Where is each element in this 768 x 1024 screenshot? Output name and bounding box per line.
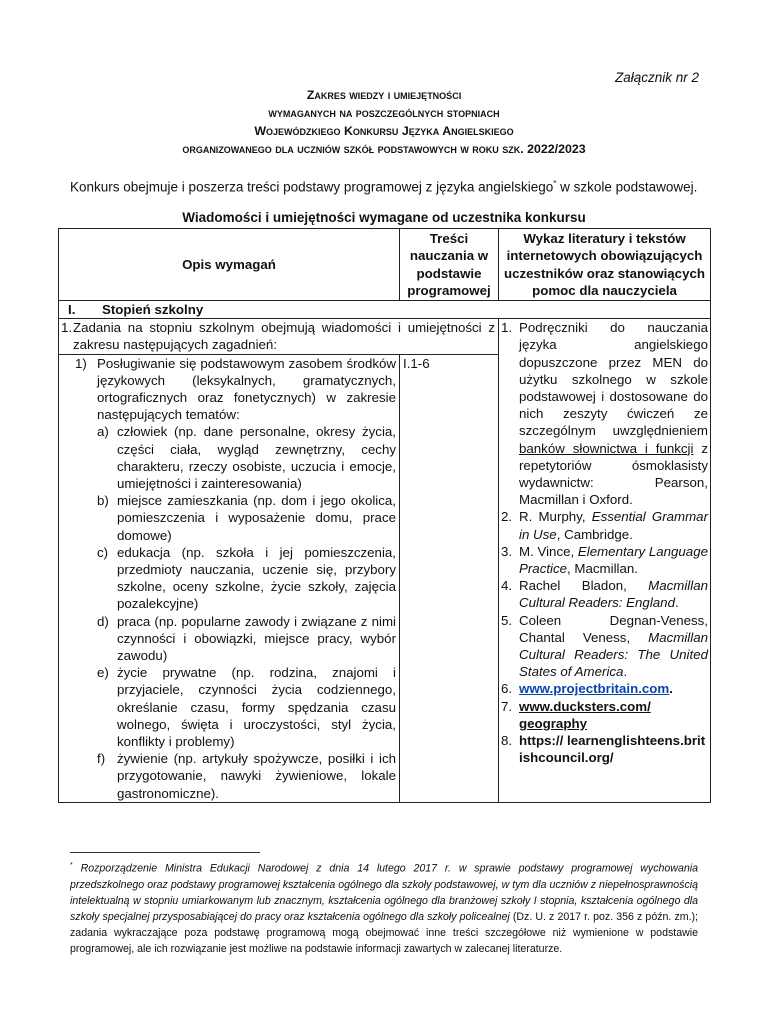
intro-text: Konkurs obejmuje i poszerza treści podstawy programowej z języka angielskiego [70,179,554,195]
lit-author: Coleen Degnan-Veness, Chantal Veness, [519,612,708,645]
link-britishcouncil[interactable]: https:// learnenglishteens.britishcouncil.org/ [519,733,706,766]
title-line: Wojewódzkiego Konkursu Języka Angielskiego [254,124,514,138]
lit-author: R. Murphy, [519,509,592,525]
lit-title: Macmillan Cultural Readers: The United States of America [519,629,708,680]
topics-list [75,423,396,801]
task-cell [59,319,499,354]
literature-item [501,508,708,542]
topic-item: e) życie prywatne (np. rodzina, znajomi i przyjaciele, czynności życia codziennego, określanie czasu, formy spędzania czasu wolnego, święta i uroczystości, styl życia, konflikty i problemy) [97,665,396,750]
section-row [59,301,711,319]
header-description: Opis wymagań [59,229,400,301]
literature-item [501,698,708,732]
topic-item: b) miejsce zamieszkania (np. dom i jego okolica, pomieszczenia i wyposażenie domu, prace domowe) [97,493,396,543]
task-text: Zadania na stopniu szkolnym obejmują wiadomości i umiejętności z zakresu następujących zagadnień: [73,320,495,353]
lit-number: 7. [501,698,513,714]
lit-text: Podręczniki do nauczania języka angielskiego dopuszczone przez MEN do użytku szkolnego w szkole podstawowej i dostosowane do nich zeszyty ćwiczeń ze szczególnym uwzględnieniem [519,320,708,439]
literature-cell [499,319,711,803]
footnote-separator [70,852,260,853]
intro-paragraph [70,174,698,197]
lit-underlined: banków słownictwa i funkcji [519,440,694,456]
lit-number: 6. [501,681,513,697]
footnote-plain: (Dz. U. z 2017 r. poz. 356 z późn. zm.); zadania wykraczające poza podstawę programową mogą obejmować inne treści szczegółowe niż wymienione w podstawie programowej, ale ich rozwiązanie jest możliwe na podstawie informacji zawartych w zalecanej literaturze. [70,910,698,955]
literature-item: 6. www.projectbritain.com. [501,681,673,697]
topic-item: d) praca (np. popularne zawody i związane z nimi czynności i obowiązki, miejsce pracy, wybór zawodu) [97,613,396,664]
section-label: Stopień szkolny [102,302,204,317]
requirements-table [58,228,711,803]
topic-item: a) człowiek (np. dane personalne, okresy życia, części ciała, wygląd zewnętrzny, cechy charakteru, rzeczy osobiste, uczucia i emocje, umiejętności i zainteresowania) [97,424,396,492]
header-curriculum: Treści nauczania w podstawie programowej [400,229,499,301]
lit-author: Rachel Bladon, [519,578,649,594]
lit-number: 3. [501,543,513,559]
section-number: I. [68,302,76,317]
lit-number: 5. [501,612,513,628]
literature-item [501,732,708,766]
title-line: Zakres wiedzy i umiejętności [306,88,462,102]
document-title [0,86,768,158]
footnote-marker: * [70,862,73,869]
subtask-number: 1) [75,355,87,371]
lit-title: Elementary Language Practice [519,543,708,577]
title-line: organizowanego dla uczniów szkół podstawowych w roku szk. 2022/2023 [182,142,586,156]
link-projectbritain[interactable]: www.projectbritain.com [519,681,670,697]
lit-publisher: , Cambridge. [556,526,633,542]
link-ducksters[interactable]: www.ducksters.com/ geography [519,698,651,731]
footnote-italic: Rozporządzenie Ministra Edukacji Narodowej z dnia 14 lutego 2017 r. w sprawie podstawy programowej wychowania przedszkolnego oraz podstawy programowej kształcenia ogólnego dla szkoły podstawowej, w tym dla uczniów z niepełnosprawnością intelektualną w stopniu umiarkowanym lub znacznym, kształcenia ogólnego dla branżowej szkoły I stopnia, kształcenia ogólnego dla szkoły specjalnej przysposabiającej do pracy oraz kształcenia ogólnego dla szkoły policealnej [70,862,698,923]
literature-item: 5. Coleen Degnan-Veness, Chantal Veness, Macmillan Cultural Readers: The United States of America. [501,612,708,680]
task-number: 1. [61,320,73,336]
lit-number: 8. [501,733,513,749]
literature-item [501,319,708,508]
lit-number: 1. [501,320,513,336]
literature-item: 4. Rachel Bladon, Macmillan Cultural Readers: England. [501,578,708,611]
lit-author: M. Vince, [519,543,578,559]
curriculum-code: I.1-6 [400,354,499,802]
title-line: wymaganych na poszczególnych stopniach [268,106,500,120]
footnote [70,858,698,957]
annex-label: Załącznik nr 2 [614,70,699,85]
subtask-text: Posługiwanie się podstawowym zasobem środków językowych (leksykalnych, gramatycznych, ortograficznych oraz fonetycznych) w zakresie następujących tematów: [97,355,396,423]
lit-number: 2. [501,509,513,525]
lit-title: Essential Grammar in Use [519,509,708,542]
topic-item: f) żywienie (np. artykuły spożywcze, posiłki i ich przygotowanie, nawyki żywieniowe, lokale gastronomiczne). [97,751,396,801]
lit-number: 4. [501,578,513,594]
lit-publisher: , Macmillan. [567,561,638,577]
header-literature: Wykaz literatury i tekstów internetowych obowiązujących uczestników oraz stanowiących pomoc dla nauczyciela [499,229,711,301]
table-heading: Wiadomości i umiejętności wymagane od uczestnika konkursu [182,210,586,225]
footnote-marker: * [553,179,557,188]
intro-text-end: w szkole podstawowej. [556,179,698,195]
subtask-cell [59,354,400,802]
lit-title: Macmillan Cultural Readers: England [519,578,708,611]
lit-text: z repetytoriów ósmoklasisty wydawnictw: Pearson, Macmillan i Oxford. [519,440,708,508]
topic-item: c) edukacja (np. szkoła i jej pomieszczenia, przedmioty nauczania, uczenie się, przybory szkolne, oceny szkolne, życie szkoły, zajęcia pozalekcyjne) [97,544,396,612]
literature-item [501,543,708,577]
